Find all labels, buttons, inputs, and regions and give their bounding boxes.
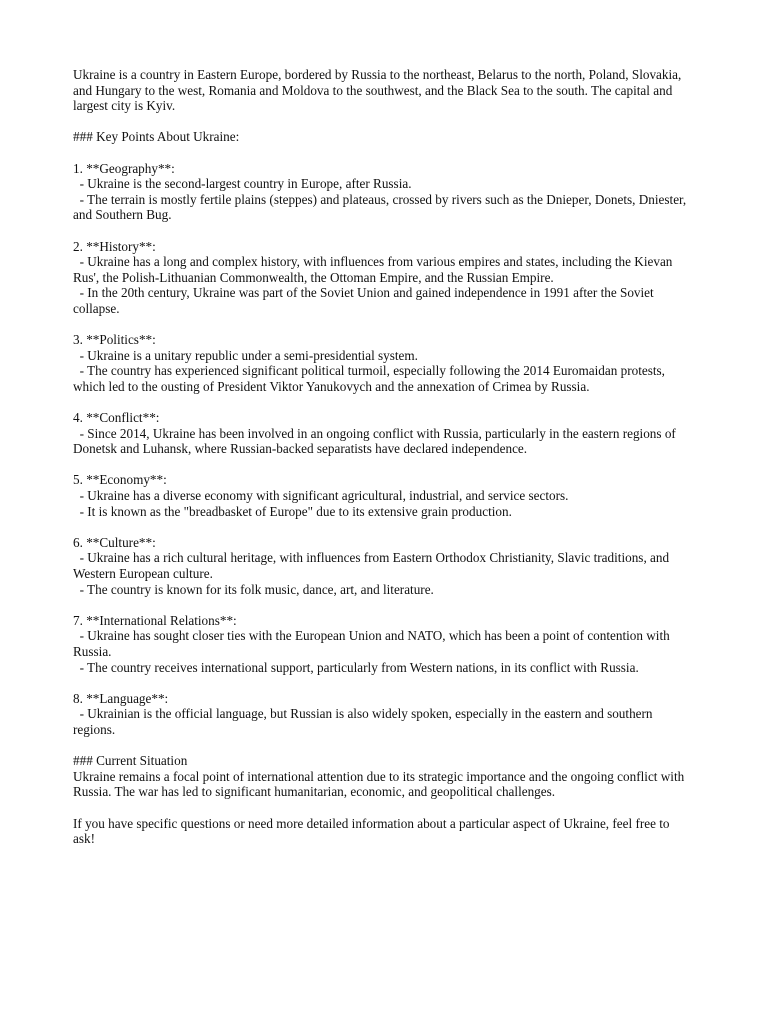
- current-situation-text: Ukraine remains a focal point of international attention due to its strategic importance and the ongoing conflict with Russia. The war has led to significant humanitarian, economic, and geopolitical challenges.: [73, 768, 688, 800]
- bullet-item: - Ukraine is a unitary republic under a semi-presidential system.: [73, 347, 418, 363]
- section-international-relations: [73, 613, 693, 675]
- section-culture: [73, 535, 693, 597]
- section-economy: [73, 472, 693, 519]
- bullet-item: - Ukraine is the second-largest country in Europe, after Russia.: [73, 176, 412, 192]
- section-title: 5. **Economy**:: [73, 472, 167, 488]
- bullet-item: - The country has experienced significant political turmoil, especially following the 2014 Euromaidan protests, which led to the ousting of President Viktor Yanukovych and the annexation of Crimea by Russia.: [73, 363, 669, 394]
- bullet-item: - Ukrainian is the official language, but Russian is also widely spoken, especially in the eastern and southern regions.: [73, 706, 656, 737]
- intro-paragraph: Ukraine is a country in Eastern Europe, bordered by Russia to the northeast, Belarus to the north, Poland, Slovakia, and Hungary to the west, Romania and Moldova to the southwest, and the Black Sea to the south. The capital and largest city is Kyiv.: [73, 67, 685, 114]
- section-title: 4. **Conflict**:: [73, 410, 160, 426]
- section-politics: [73, 332, 693, 394]
- bullet-item: - The country receives international support, particularly from Western nations, in its conflict with Russia.: [73, 659, 639, 675]
- section-geography: [73, 161, 693, 223]
- bullet-item: - In the 20th century, Ukraine was part of the Soviet Union and gained independence in 1991 after the Soviet collapse.: [73, 285, 657, 316]
- bullet-item: - Ukraine has sought closer ties with the European Union and NATO, which has been a point of contention with Russia.: [73, 628, 674, 659]
- section-current-situation: [73, 753, 693, 800]
- bullet-item: - The country is known for its folk music, dance, art, and literature.: [73, 581, 434, 597]
- bullet-item: - It is known as the "breadbasket of Europe" due to its extensive grain production.: [73, 503, 512, 519]
- section-language: [73, 691, 693, 738]
- section-history: [73, 239, 693, 317]
- section-conflict: [73, 410, 693, 457]
- key-points-heading: ### Key Points About Ukraine:: [73, 129, 240, 145]
- section-title: 6. **Culture**:: [73, 534, 156, 550]
- current-situation-heading: ### Current Situation: [73, 753, 188, 769]
- section-title: 3. **Politics**:: [73, 332, 156, 348]
- bullet-item: - Ukraine has a diverse economy with significant agricultural, industrial, and service sectors.: [73, 488, 569, 504]
- bullet-item: - Since 2014, Ukraine has been involved in an ongoing conflict with Russia, particularly in the eastern regions of Donetsk and Luhansk, where Russian-backed separatists have declared independence.: [73, 425, 680, 457]
- bullet-item: - Ukraine has a rich cultural heritage, with influences from Eastern Orthodox Christianity, Slavic traditions, and Western European culture.: [73, 550, 673, 581]
- section-title: 1. **Geography**:: [73, 160, 175, 176]
- section-title: 8. **Language**:: [73, 690, 169, 706]
- section-title: 2. **History**:: [73, 238, 156, 254]
- document-body: [73, 67, 693, 862]
- bullet-item: - The terrain is mostly fertile plains (steppes) and plateaus, crossed by rivers such as the Dnieper, Donets, Dniester, and Southern Bug.: [73, 191, 690, 223]
- bullet-item: - Ukraine has a long and complex history, with influences from various empires and states, including the Kievan Rus', the Polish-Lithuanian Commonwealth, the Ottoman Empire, and the Russian Empire.: [73, 254, 676, 285]
- closing-paragraph: If you have specific questions or need more detailed information about a particular aspect of Ukraine, feel free to ask!: [73, 815, 673, 847]
- section-title: 7. **International Relations**:: [73, 612, 237, 628]
